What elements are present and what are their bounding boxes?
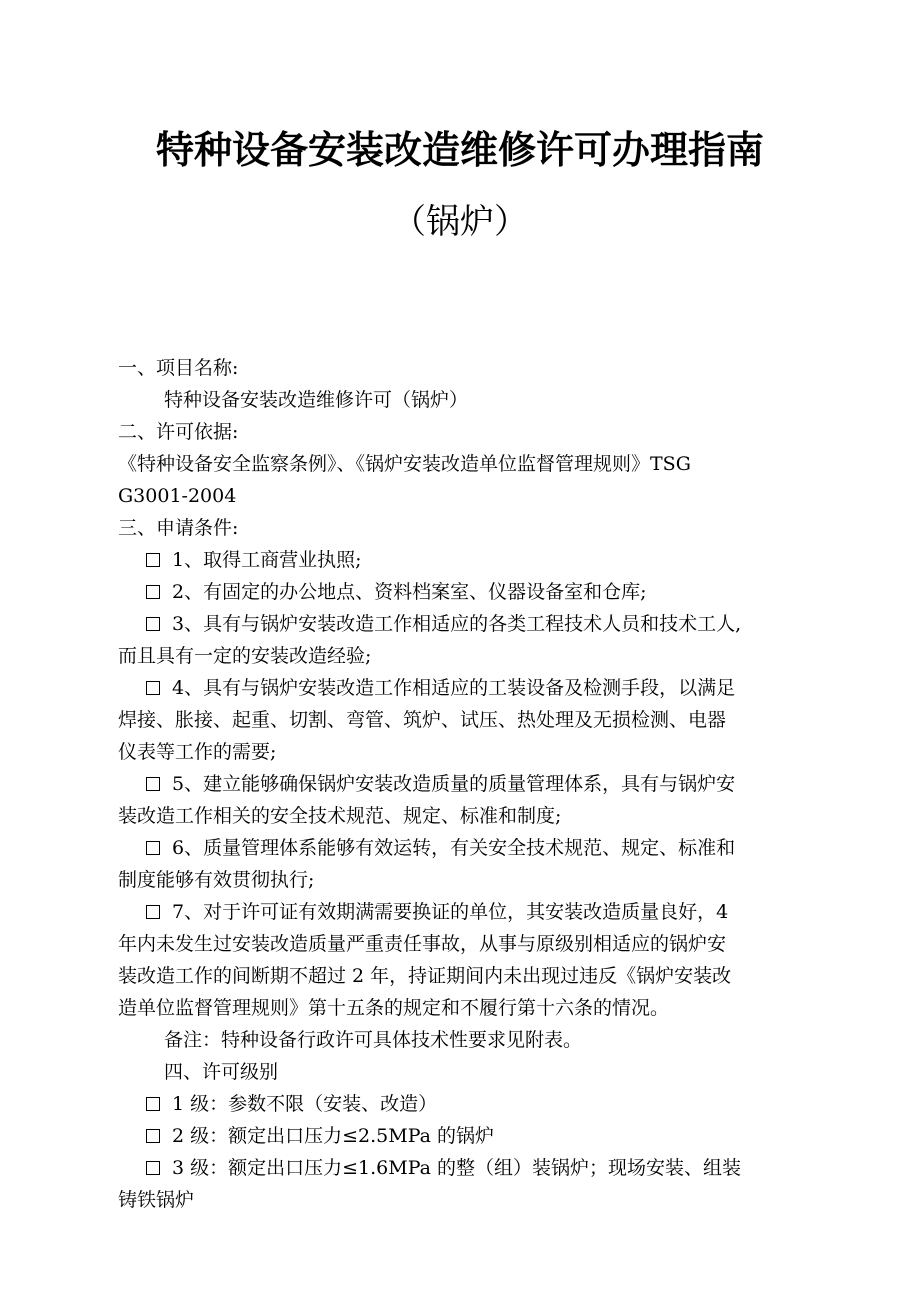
checkbox-icon[interactable] [146,681,160,695]
document-body [118,352,818,1216]
condition-7-cont-2: 装改造工作的间断期不超过 2 年，持证期间内未出现过违反《锅炉安装改 [118,965,732,987]
legal-basis-line-2: G3001-2004 [118,485,237,507]
condition-5: 5、建立能够确保锅炉安装改造质量的质量管理体系，具有与锅炉安 [118,768,818,800]
condition-7: 7、对于许可证有效期满需要换证的单位，其安装改造质量良好，4 [118,896,818,928]
condition-2: 2、有固定的办公地点、资料档案室、仪器设备室和仓库; [118,576,818,608]
grade-3-cont: 铸铁锅炉 [118,1189,195,1211]
remark-note: 备注：特种设备行政许可具体技术性要求见附表。 [164,1029,583,1051]
checkbox-icon[interactable] [146,585,160,599]
condition-4: 4、具有与锅炉安装改造工作相适应的工装设备及检测手段，以满足 [118,672,818,704]
condition-6-cont: 制度能够有效贯彻执行; [118,869,315,891]
grade-2: 2 级：额定出口压力≤2.5MPa 的锅炉 [118,1120,818,1152]
condition-4-cont-2: 仪表等工作的需要; [118,741,277,763]
condition-5-cont: 装改造工作相关的安全技术规范、规定、标准和制度; [118,805,562,827]
project-name-content: 特种设备安装改造维修许可（锅炉） [164,389,469,411]
condition-7-cont-1: 年内未发生过安装改造质量严重责任事故，从事与原级别相适应的锅炉安 [118,933,727,955]
checkbox-icon[interactable] [146,1129,160,1143]
checkbox-icon[interactable] [146,553,160,567]
grade-1: 1 级：参数不限（安装、改造） [118,1088,818,1120]
document-subtitle: （锅炉） [392,202,528,242]
section-heading-license-grade: 四、许可级别 [164,1061,279,1083]
checkbox-icon[interactable] [146,777,160,791]
checkbox-icon[interactable] [146,1097,160,1111]
checkbox-icon[interactable] [146,617,160,631]
condition-1: 1、取得工商营业执照; [118,544,818,576]
condition-3-cont: 而且具有一定的安装改造经验; [118,645,372,667]
checkbox-icon[interactable] [146,841,160,855]
condition-4-cont-1: 焊接、胀接、起重、切割、弯管、筑炉、试压、热处理及无损检测、电器 [118,709,727,731]
condition-3: 3、具有与锅炉安装改造工作相适应的各类工程技术人员和技术工人, [118,608,818,640]
section-heading-project-name: 一、项目名称: [118,357,239,379]
section-heading-legal-basis: 二、许可依据: [118,421,239,443]
grade-3: 3 级：额定出口压力≤1.6MPa 的整（组）装锅炉；现场安装、组装 [118,1152,818,1184]
condition-7-cont-3: 造单位监督管理规则》第十五条的规定和不履行第十六条的情况。 [118,997,670,1019]
section-heading-conditions: 三、申请条件: [118,517,239,539]
legal-basis-line-1: 《特种设备安全监察条例》、《锅炉安装改造单位监督管理规则》TSG [118,453,691,475]
checkbox-icon[interactable] [146,1161,160,1175]
document-title: 特种设备安装改造维修许可办理指南 [155,128,764,172]
checkbox-icon[interactable] [146,905,160,919]
condition-6: 6、质量管理体系能够有效运转，有关安全技术规范、规定、标准和 [118,832,818,864]
